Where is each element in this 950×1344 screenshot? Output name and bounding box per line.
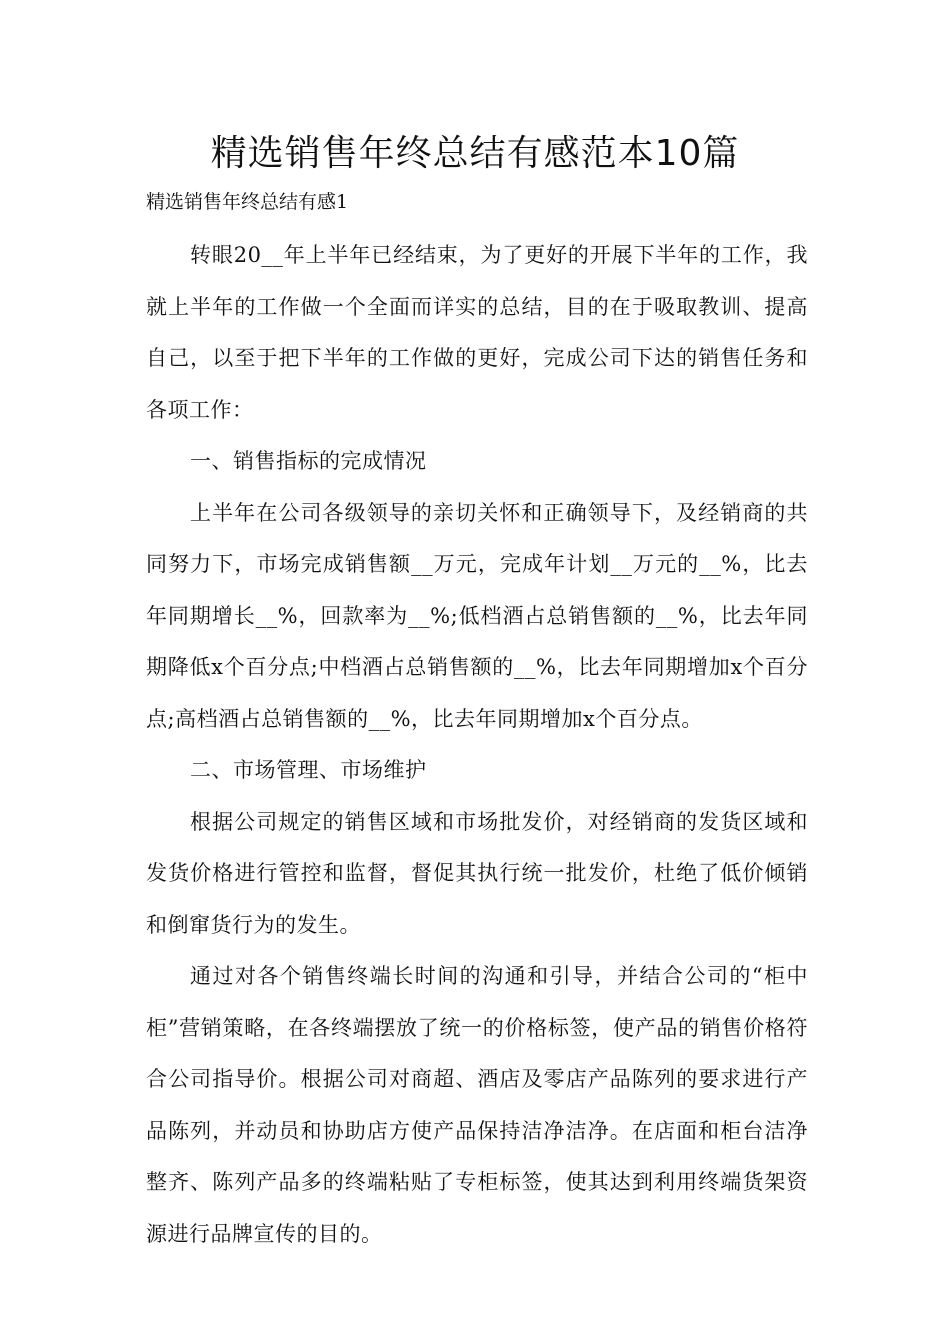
paragraph-sales-results: 上半年在公司各级领导的亲切关怀和正确领导下，及经销商的共同努力下，市场完成销售额__万元，完成年计划__万元的__%，比去年同期增长__%，回款率为__%;低档酒占总销售额的__%，比去年同期降低x个百分点;中档酒占总销售额的__%，比去年同期增加x个百分点;高档酒占总销售额的__%，比去年同期增加x个百分点。	[146, 500, 808, 731]
document-subtitle: 精选销售年终总结有感1	[146, 191, 349, 213]
paragraph-intro: 转眼20__年上半年已经结束，为了更好的开展下半年的工作，我就上半年的工作做一个全面而详实的总结，目的在于吸取教训、提高自己，以至于把下半年的工作做的更好，完成公司下达的销售任务和各项工作：	[146, 243, 808, 422]
paragraph-price-control: 根据公司规定的销售区域和市场批发价，对经销商的发货区域和发货价格进行管控和监督，督促其执行统一批发价，杜绝了低价倾销和倒窜货行为的发生。	[146, 809, 808, 937]
document-title: 精选销售年终总结有感范本10篇	[210, 133, 740, 174]
section-heading-sales-targets: 一、销售指标的完成情况	[190, 449, 427, 473]
section-heading-market-management: 二、市场管理、市场维护	[190, 758, 427, 782]
paragraph-terminal-display: 通过对各个销售终端长时间的沟通和引导，并结合公司的“柜中柜”营销策略，在各终端摆放了统一的价格标签，使产品的销售价格符合公司指导价。根据公司对商超、酒店及零店产品陈列的要求进行产品陈列，并动员和协助店方使产品保持洁净洁净。在店面和柜台洁净整齐、陈列产品多的终端粘贴了专柜标签，使其达到利用终端货架资源进行品牌宣传的目的。	[146, 964, 808, 1246]
document-body	[146, 230, 808, 1260]
